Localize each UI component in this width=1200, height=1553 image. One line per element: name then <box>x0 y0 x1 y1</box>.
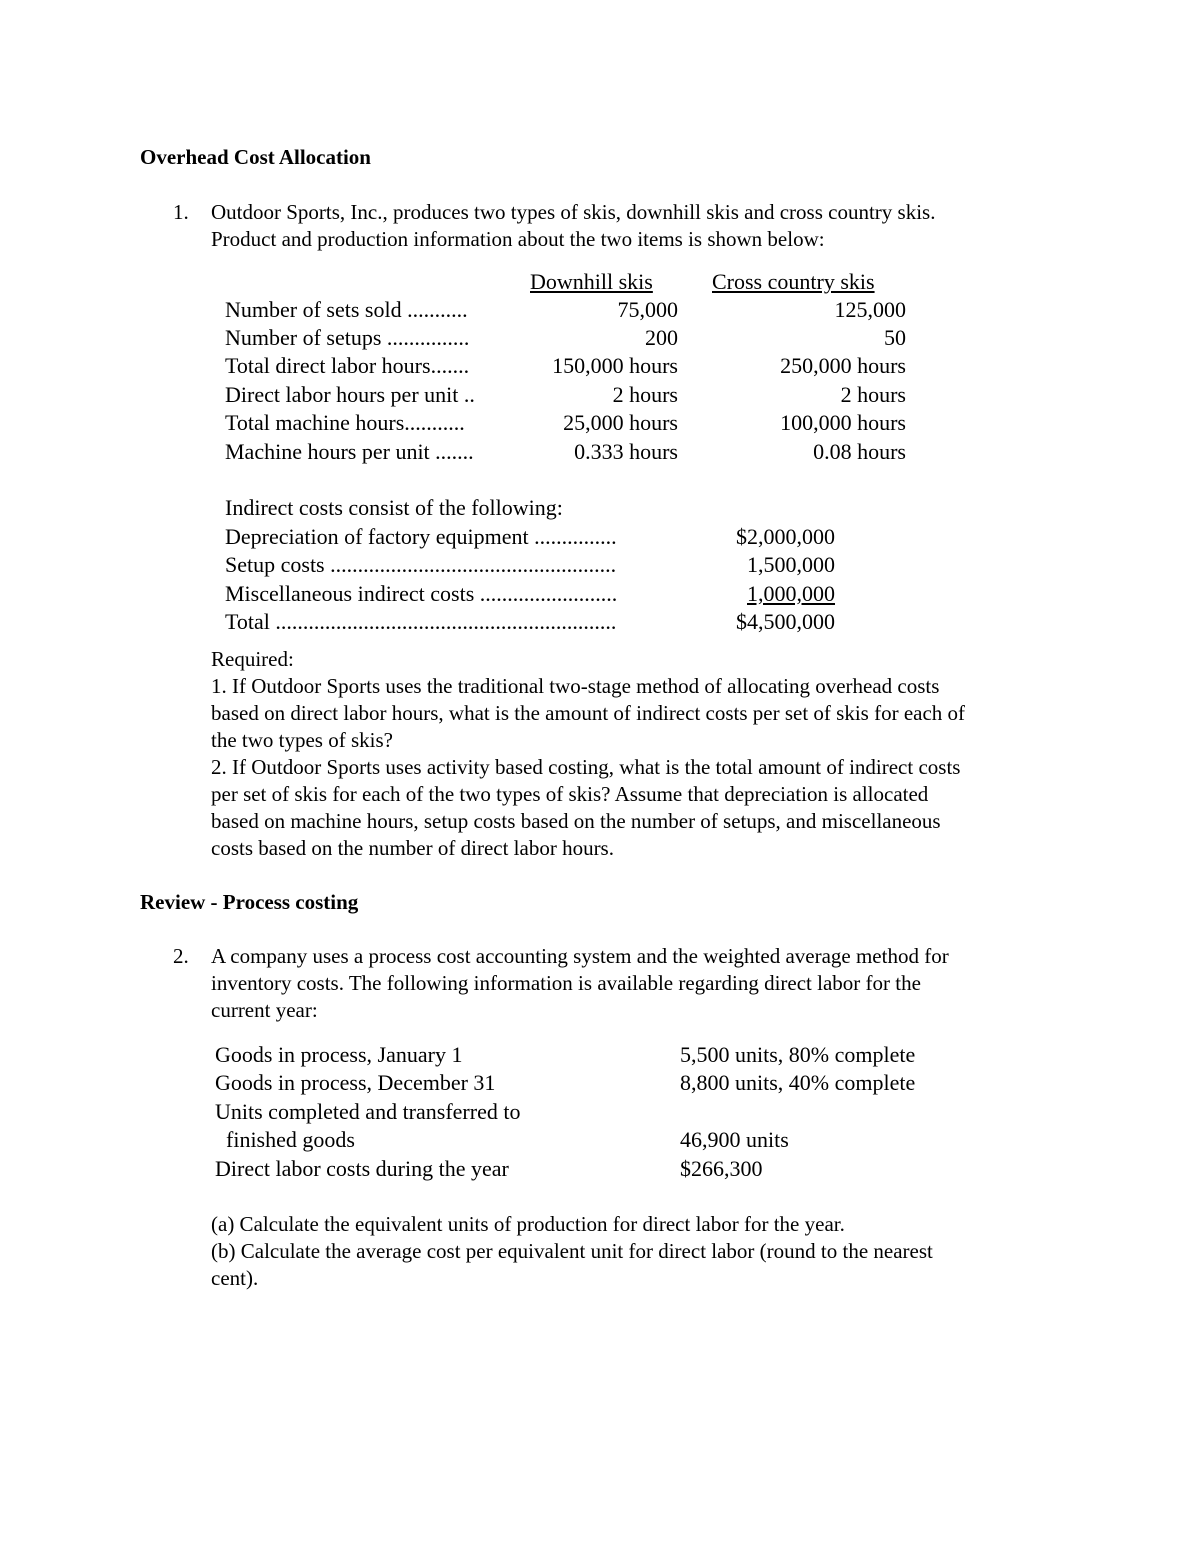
table-row-label: Machine hours per unit ....... <box>225 439 474 464</box>
table-row-label: Total direct labor hours....... <box>225 353 470 378</box>
required-block: Required: 1. If Outdoor Sports uses the traditional two-stage method of allocating overhead costs based on direct labor hours, what is the amount of indirect costs per set of skis for each of the two types of skis? 2. If Outdoor Sports uses activity based costing, what is the total amount of indirect costs per set of skis for each of the two types of skis? Assume that depreciation is allocated based on machine hours, setup costs based on the number of setups, and miscellaneous costs based on the number of direct labor hours. <box>211 647 966 860</box>
table-cell-downhill: 0.333 hours <box>574 439 678 464</box>
indirect-row-label: Total .............................................................. <box>225 609 617 634</box>
table-cell-cross: 50 <box>884 325 906 350</box>
table-cell-downhill: 25,000 hours <box>563 410 678 435</box>
table-cell-cross: 125,000 <box>834 297 906 322</box>
indirect-row-value: $2,000,000 <box>736 524 835 549</box>
table-cell-cross: 250,000 hours <box>780 353 906 378</box>
table-cell-cross: 2 hours <box>840 382 906 407</box>
table-cell-cross: 100,000 hours <box>780 410 906 435</box>
indirect-total-value: $4,500,000 <box>736 609 835 634</box>
process-row-value: 46,900 units <box>680 1127 789 1152</box>
indirect-costs-title: Indirect costs consist of the following: <box>225 495 563 520</box>
table-row-label: Total machine hours........... <box>225 410 465 435</box>
process-row-label: finished goods <box>215 1127 355 1152</box>
indirect-row-label: Setup costs .................................................... <box>225 552 617 577</box>
table-cell-downhill: 150,000 hours <box>552 353 678 378</box>
process-row-value: $266,300 <box>680 1156 763 1181</box>
process-row-label: Units completed and transferred to <box>215 1099 521 1124</box>
indirect-row-value: 1,500,000 <box>747 552 835 577</box>
col-header-downhill: Downhill skis <box>530 269 653 294</box>
table-cell-downhill: 2 hours <box>612 382 678 407</box>
col-header-cross-country: Cross country skis <box>712 269 875 294</box>
table-cell-downhill: 200 <box>645 325 678 350</box>
process-row-label: Goods in process, January 1 <box>215 1042 463 1067</box>
process-row-label: Direct labor costs during the year <box>215 1156 509 1181</box>
intro-paragraph-1: Outdoor Sports, Inc., produces two types of skis, downhill skis and cross country skis. Product and production information about the two items is shown below: <box>211 200 936 251</box>
table-row-label: Number of sets sold ........... <box>225 297 468 322</box>
section-1-heading: Overhead Cost Allocation <box>140 145 371 169</box>
table-cell-cross: 0.08 hours <box>813 439 906 464</box>
indirect-row-label: Depreciation of factory equipment ............... <box>225 524 617 549</box>
process-row-value: 5,500 units, 80% complete <box>680 1042 916 1067</box>
item-number-1: 1. <box>173 200 189 224</box>
indirect-row-label: Miscellaneous indirect costs ......................... <box>225 581 618 606</box>
questions-block: (a) Calculate the equivalent units of production for direct labor for the year. (b) Calculate the average cost per equivalent unit for direct labor (round to the nearest cent). <box>211 1212 933 1290</box>
item-number-2: 2. <box>173 944 189 968</box>
table-row-label: Number of setups ............... <box>225 325 470 350</box>
indirect-row-value: 1,000,000 <box>747 581 835 606</box>
table-cell-downhill: 75,000 <box>617 297 678 322</box>
table-row-label: Direct labor hours per unit .. <box>225 382 475 407</box>
process-row-value: 8,800 units, 40% complete <box>680 1070 916 1095</box>
section-2-heading: Review - Process costing <box>140 890 359 914</box>
intro-paragraph-2: A company uses a process cost accounting system and the weighted average method for inventory costs. The following information is available regarding direct labor for the current year: <box>211 944 949 1022</box>
process-row-label: Goods in process, December 31 <box>215 1070 496 1095</box>
